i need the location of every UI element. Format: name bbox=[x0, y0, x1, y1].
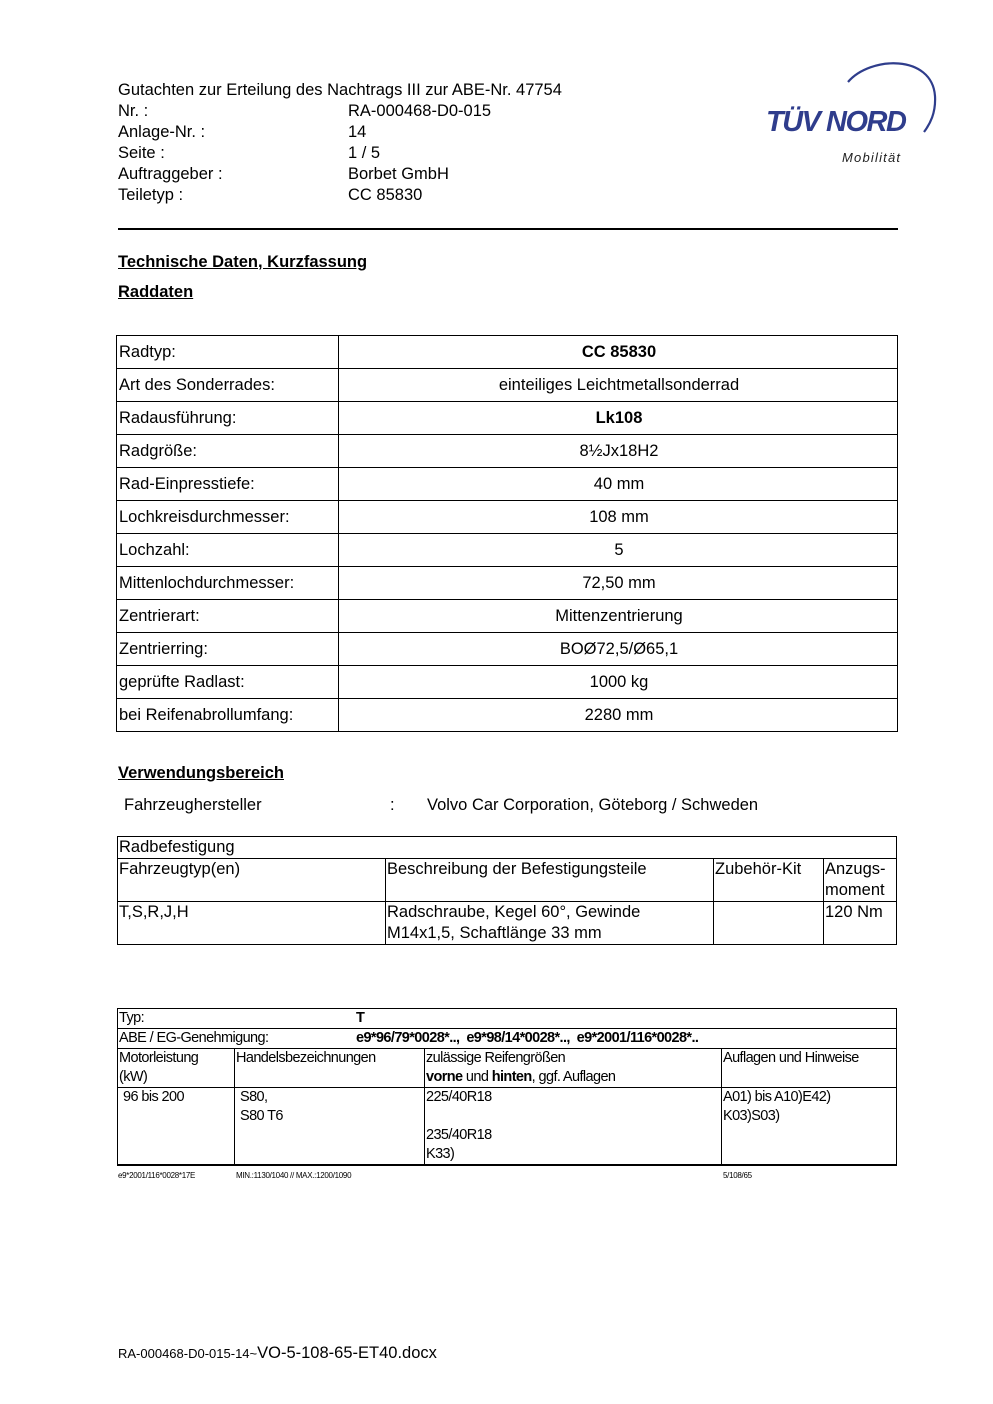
row-label: geprüfte Radlast: bbox=[117, 666, 339, 699]
header-hinten: hinten bbox=[491, 1069, 532, 1085]
column-header-anzugsmoment bbox=[824, 859, 897, 902]
header-label-auftraggeber: Auftraggeber : bbox=[118, 165, 223, 183]
row-label: Radgröße: bbox=[117, 435, 339, 468]
table-row bbox=[117, 600, 898, 633]
row-label: Mittenlochdurchmesser: bbox=[117, 567, 339, 600]
header-und: und bbox=[462, 1069, 492, 1085]
table-row bbox=[117, 468, 898, 501]
row-value: 1000 kg bbox=[339, 666, 898, 699]
cell-line: M14x1,5, Schaftlänge 33 mm bbox=[387, 924, 602, 942]
radbefestigung-table bbox=[117, 836, 897, 945]
auflagen-hinweise bbox=[722, 1088, 897, 1166]
row-label: Zentrierring: bbox=[117, 633, 339, 666]
footnote-middle: MIN.:1130/1040 // MAX.:1200/1090 bbox=[236, 1171, 352, 1180]
fahrzeugtypen: T,S,R,J,H bbox=[118, 902, 386, 945]
header-label-anlage: Anlage-Nr. : bbox=[118, 123, 206, 141]
row-label: Lochzahl: bbox=[117, 534, 339, 567]
footnote-left: e9*2001/116*0028*17E bbox=[118, 1171, 196, 1180]
anzugsmoment: 120 Nm bbox=[824, 902, 897, 945]
row-label: Radausführung: bbox=[117, 402, 339, 435]
header-label-nr: Nr. : bbox=[118, 102, 149, 120]
hersteller-label: Fahrzeughersteller bbox=[124, 796, 262, 814]
abe-value: e9*96/79*0028*.., e9*98/14*0028*.., e9*2001/116*0028*.. bbox=[356, 1030, 699, 1046]
header-line bbox=[426, 1068, 720, 1087]
table-row bbox=[117, 699, 898, 732]
logo-subtitle: Mobilität bbox=[842, 150, 902, 165]
verwendung-heading: Verwendungsbereich bbox=[118, 764, 284, 782]
cell-line: S80 T6 bbox=[240, 1108, 283, 1124]
typ-label: Typ: bbox=[119, 1010, 144, 1026]
header-line: moment bbox=[825, 881, 885, 899]
cell-line: Radschraube, Kegel 60°, Gewinde bbox=[387, 903, 641, 921]
zubehoer-kit bbox=[714, 902, 824, 945]
raddaten-table bbox=[116, 335, 898, 732]
column-header-handel: Handelsbezeichnungen bbox=[235, 1049, 425, 1088]
header-value-auftraggeber: Borbet GmbH bbox=[348, 165, 449, 183]
header-line: Anzugs- bbox=[825, 860, 886, 878]
header-line: Motorleistung bbox=[119, 1050, 199, 1066]
row-value: einteiliges Leichtmetallsonderrad bbox=[339, 369, 898, 402]
typ-table bbox=[117, 1008, 897, 1166]
table-row bbox=[118, 837, 897, 859]
table-row bbox=[117, 534, 898, 567]
table-row bbox=[118, 859, 897, 902]
section-title: Technische Daten, Kurzfassung bbox=[118, 253, 368, 271]
footer-prefix: RA-000468-D0-015-14~ bbox=[118, 1346, 258, 1361]
header-line: zulässige Reifengrößen bbox=[426, 1050, 566, 1066]
motorleistung: 96 bis 200 bbox=[118, 1088, 235, 1166]
column-header-motor bbox=[118, 1049, 235, 1088]
table-row bbox=[117, 435, 898, 468]
table-row bbox=[117, 666, 898, 699]
row-value: 40 mm bbox=[339, 468, 898, 501]
row-value: Mittenzentrierung bbox=[339, 600, 898, 633]
table-row bbox=[117, 402, 898, 435]
row-value: BOØ72,5/Ø65,1 bbox=[339, 633, 898, 666]
table-row bbox=[117, 567, 898, 600]
header-value-teiletyp: CC 85830 bbox=[348, 186, 423, 204]
header-value-nr: RA-000468-D0-015 bbox=[348, 102, 492, 120]
footer-filename bbox=[118, 1344, 437, 1363]
handelsbezeichnungen bbox=[235, 1088, 425, 1166]
row-value: 8½Jx18H2 bbox=[339, 435, 898, 468]
row-value: 2280 mm bbox=[339, 699, 898, 732]
logo-wordmark: TÜV NORD bbox=[766, 106, 906, 138]
raddaten-heading: Raddaten bbox=[118, 283, 194, 301]
cell-line: A01) bis A10)E42) bbox=[723, 1089, 831, 1105]
table-row bbox=[117, 369, 898, 402]
column-header: Fahrzeugtyp(en) bbox=[118, 859, 386, 902]
table-row bbox=[118, 1009, 897, 1029]
spacer bbox=[426, 1107, 720, 1126]
typ-row bbox=[118, 1009, 897, 1029]
befestigung-beschreibung bbox=[386, 902, 714, 945]
row-label: Radtyp: bbox=[117, 336, 339, 369]
header-value-anlage: 14 bbox=[348, 123, 367, 141]
hersteller-value: Volvo Car Corporation, Göteborg / Schweden bbox=[427, 796, 759, 814]
befestigung-title: Radbefestigung bbox=[118, 837, 897, 859]
row-label: bei Reifenabrollumfang: bbox=[117, 699, 339, 732]
header-vorne: vorne bbox=[426, 1069, 463, 1085]
cell-line: 225/40R18 bbox=[426, 1089, 492, 1105]
hersteller-colon: : bbox=[390, 796, 395, 814]
row-value: 5 bbox=[339, 534, 898, 567]
table-row bbox=[118, 1049, 897, 1088]
table-row bbox=[117, 501, 898, 534]
footnote-right: 5/108/65 bbox=[723, 1171, 752, 1180]
table-row bbox=[118, 1029, 897, 1049]
header-label-teiletyp: Teiletyp : bbox=[118, 186, 184, 204]
row-label: Lochkreisdurchmesser: bbox=[117, 501, 339, 534]
table-row bbox=[117, 336, 898, 369]
cell-line: S80, bbox=[240, 1089, 268, 1105]
column-header-auflagen: Auflagen und Hinweise bbox=[722, 1049, 897, 1088]
typ-value: T bbox=[356, 1010, 365, 1026]
column-header: Zubehör-Kit bbox=[714, 859, 824, 902]
row-label: Rad-Einpresstiefe: bbox=[117, 468, 339, 501]
header-value-seite: 1 / 5 bbox=[348, 144, 381, 162]
row-value: Lk108 bbox=[339, 402, 898, 435]
table-row bbox=[118, 902, 897, 945]
cell-line: K33) bbox=[426, 1146, 455, 1162]
abe-row bbox=[118, 1029, 897, 1049]
footer-file: VO-5-108-65-ET40.docx bbox=[257, 1344, 437, 1362]
row-value: 72,50 mm bbox=[339, 567, 898, 600]
cell-line: K03)S03) bbox=[723, 1108, 780, 1124]
document-title: Gutachten zur Erteilung des Nachtrags III zur ABE-Nr. 47754 bbox=[118, 81, 562, 99]
row-label: Art des Sonderrades: bbox=[117, 369, 339, 402]
header-label-seite: Seite : bbox=[118, 144, 165, 162]
row-label: Zentrierart: bbox=[117, 600, 339, 633]
column-header-reifen bbox=[425, 1049, 722, 1088]
row-value: CC 85830 bbox=[339, 336, 898, 369]
table-row bbox=[118, 1088, 897, 1166]
table-row bbox=[117, 633, 898, 666]
header-divider bbox=[118, 228, 898, 230]
column-header: Beschreibung der Befestigungsteile bbox=[386, 859, 714, 902]
row-value: 108 mm bbox=[339, 501, 898, 534]
cell-line: 235/40R18 bbox=[426, 1127, 492, 1143]
header-auflagen-suffix: , ggf. Auflagen bbox=[531, 1069, 616, 1085]
reifengroessen bbox=[425, 1088, 722, 1166]
abe-label: ABE / EG-Genehmigung: bbox=[119, 1030, 269, 1046]
header-line: (kW) bbox=[119, 1069, 148, 1085]
